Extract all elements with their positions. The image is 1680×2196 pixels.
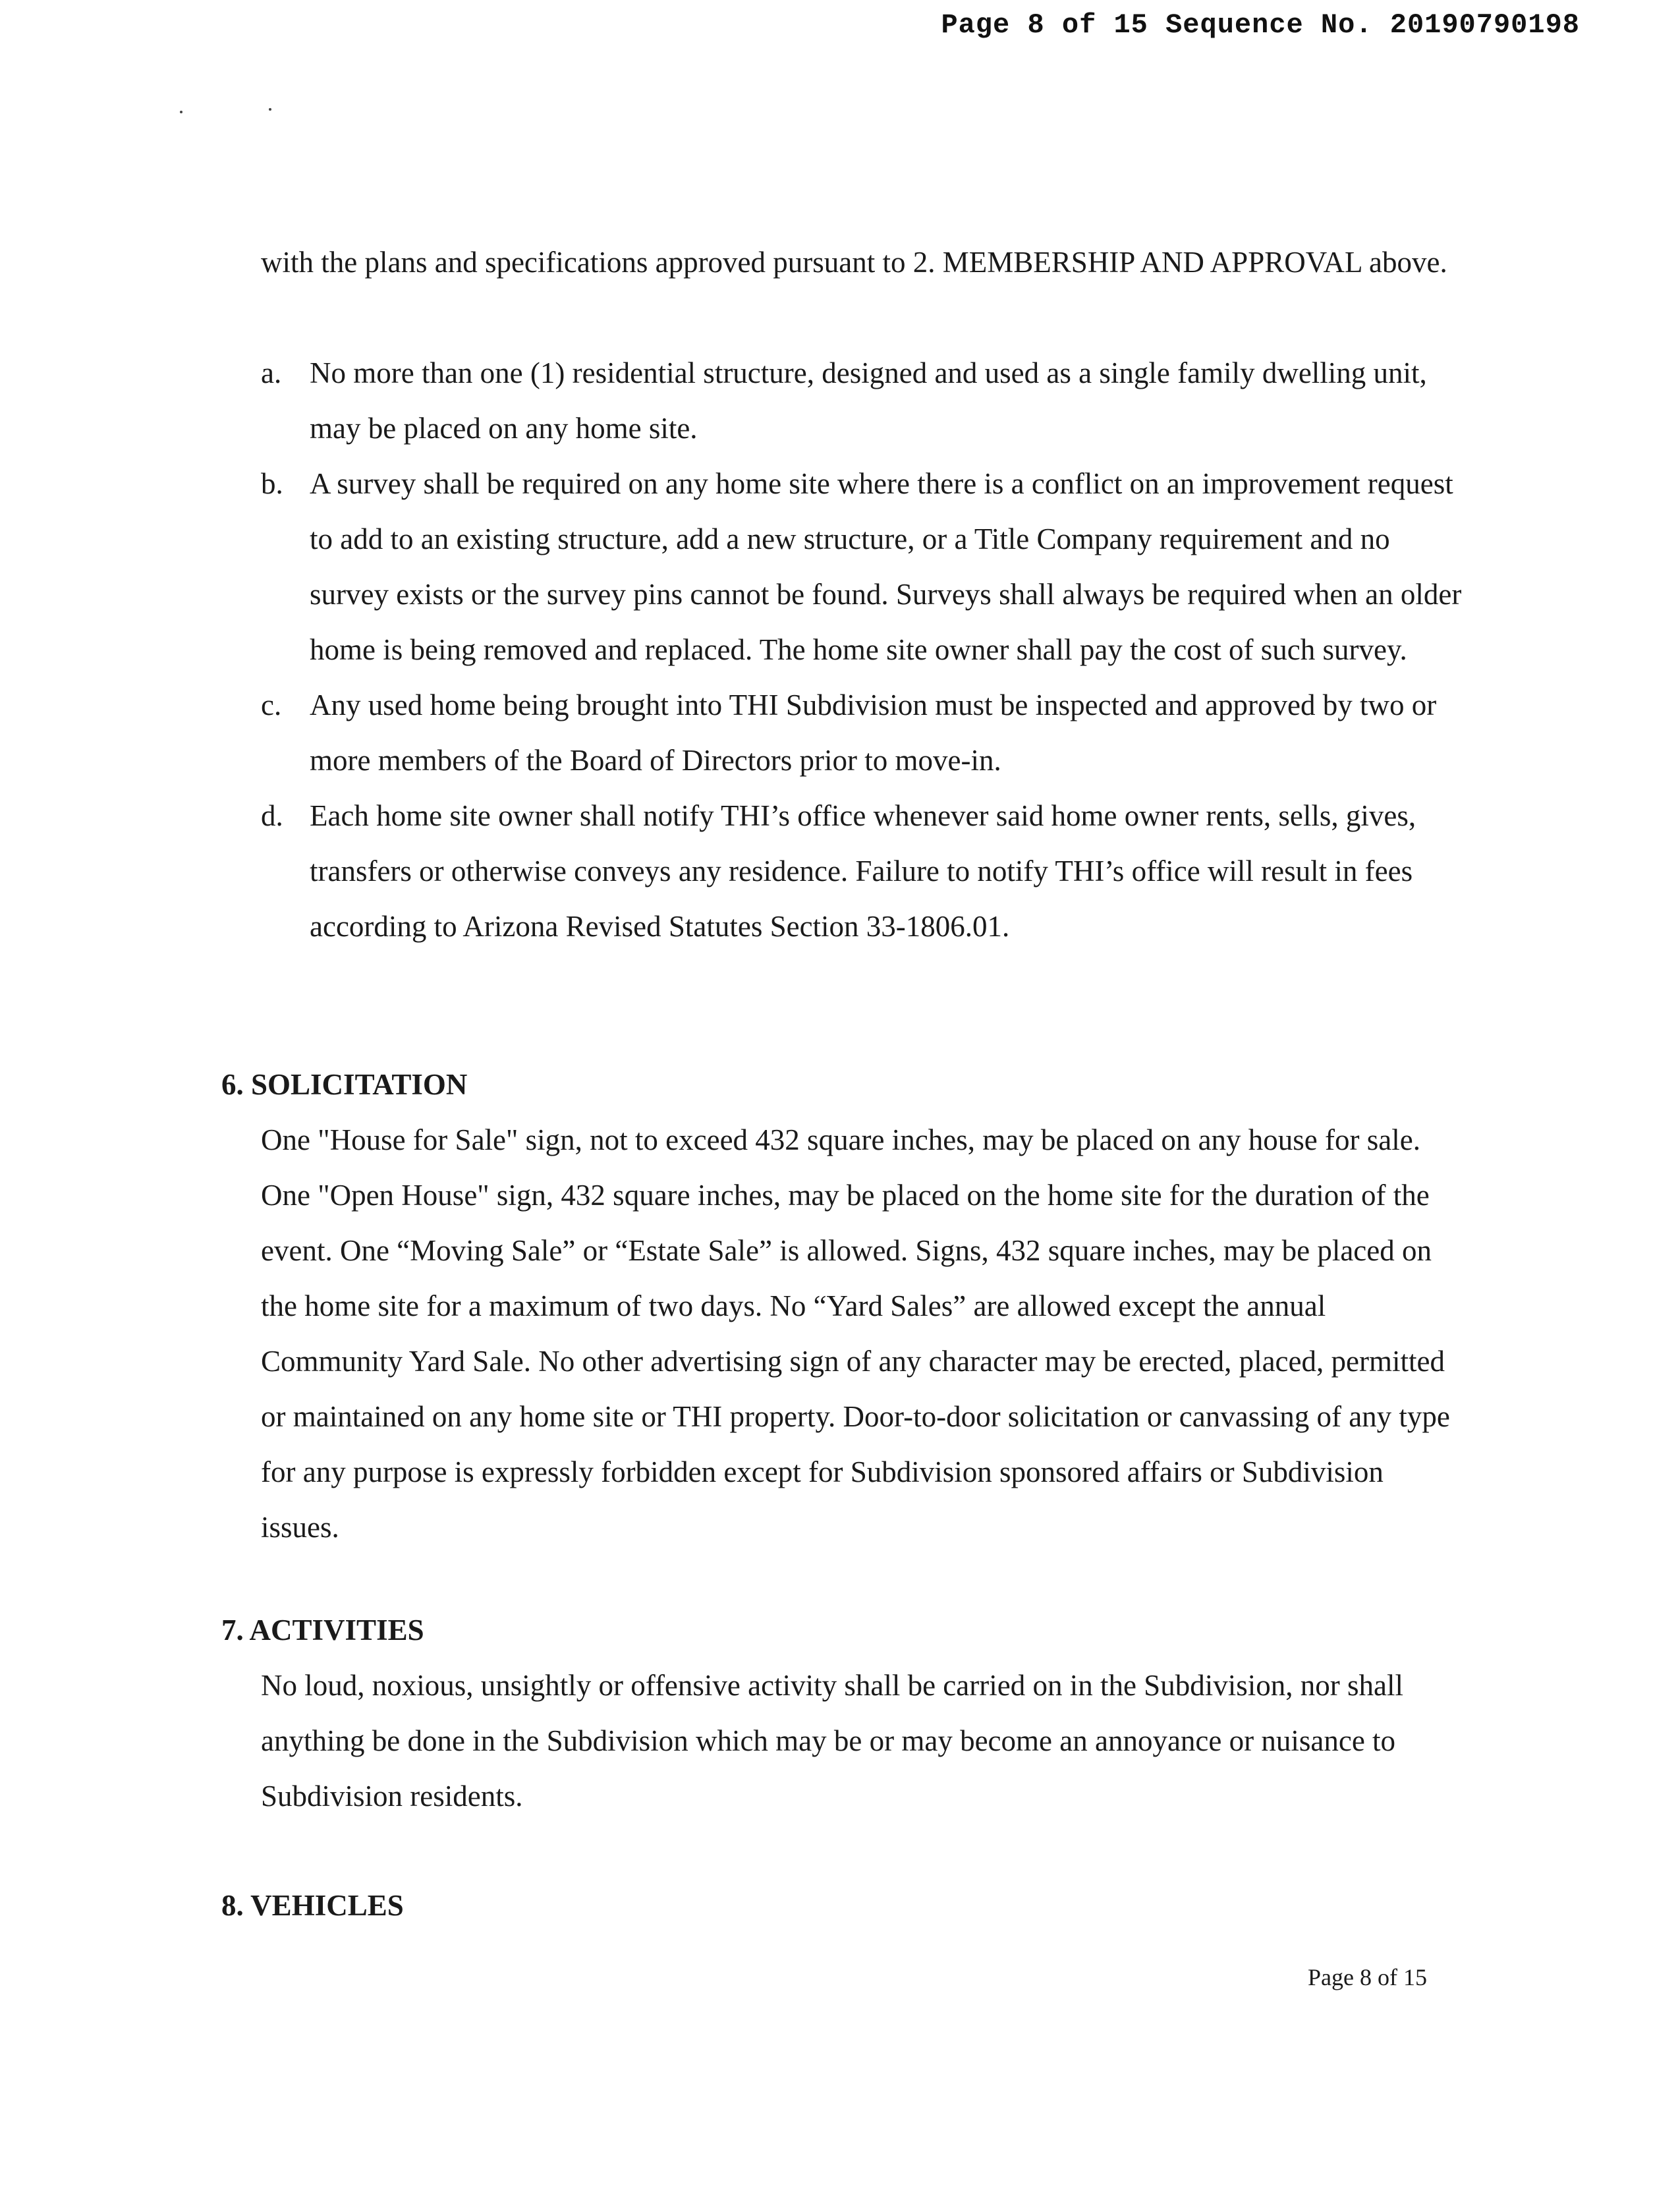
solicitation-paragraph: One "House for Sale" sign, not to exceed 432 square inches, may be placed on any house for sale. One "Open House" sign, 432 square inches, may be placed on the home site for the duration of the event. One “Moving Sale” or “Estate Sale” is allowed. Signs, 432 square inches, may be placed on the home site for a maximum of two days. No “Yard Sales” are allowed except the annual Community Yard Sale. No other advertising sign of any character may be erected, placed, permitted or maintained on any home site or THI property. Door-to-door solicitation or canvassing of any type for any purpose is expressly forbidden except for Subdivision sponsored affairs or Subdivision issues. — [261, 1123, 1450, 1544]
list-item — [261, 345, 1467, 456]
list-item-text: Each home site owner shall notify THI’s office whenever said home owner rents, sells, gives, transfers or otherwise conveys any residence. Failure to notify THI’s office will result in fees according to Arizona Revised Statutes Section 33-1806.01. — [310, 799, 1416, 943]
section-heading-solicitation: 6. SOLICITATION — [221, 1068, 468, 1101]
intro-paragraph: with the plans and specifications approved pursuant to 2. MEMBERSHIP AND APPROVAL above. — [261, 246, 1447, 279]
page-sequence-stamp: Page 8 of 15 Sequence No. 20190790198 — [941, 9, 1580, 41]
scan-speck — [180, 111, 182, 113]
list-item-text: No more than one (1) residential structure, designed and used as a single family dwelling unit, may be placed on any home site. — [310, 356, 1427, 445]
list-marker: c. — [261, 689, 282, 721]
list-item — [261, 677, 1467, 788]
requirements-list — [261, 345, 1467, 954]
section-heading-vehicles: 8. VEHICLES — [221, 1889, 404, 1922]
list-item-text: Any used home being brought into THI Subdivision must be inspected and approved by two or more members of the Board of Directors prior to move-in. — [310, 689, 1437, 777]
list-item-text: A survey shall be required on any home site where there is a conflict on an improvement request to add to an existing structure, add a new structure, or a Title Company requirement and no survey exists or the survey pins cannot be found. Surveys shall always be required when an older home is being removed and replaced. The home site owner shall pay the cost of such survey. — [310, 467, 1462, 666]
scan-speck — [269, 108, 271, 111]
list-marker: a. — [261, 356, 282, 389]
page-footer: Page 8 of 15 — [1308, 1964, 1427, 1990]
list-item — [261, 788, 1467, 954]
list-marker: d. — [261, 799, 283, 832]
list-marker: b. — [261, 467, 283, 500]
list-item — [261, 456, 1467, 677]
section-heading-activities: 7. ACTIVITIES — [221, 1614, 424, 1647]
activities-paragraph: No loud, noxious, unsightly or offensive activity shall be carried on in the Subdivision, nor shall anything be done in the Subdivision which may be or may become an annoyance or nuisance to Subdivision residents. — [261, 1669, 1403, 1813]
